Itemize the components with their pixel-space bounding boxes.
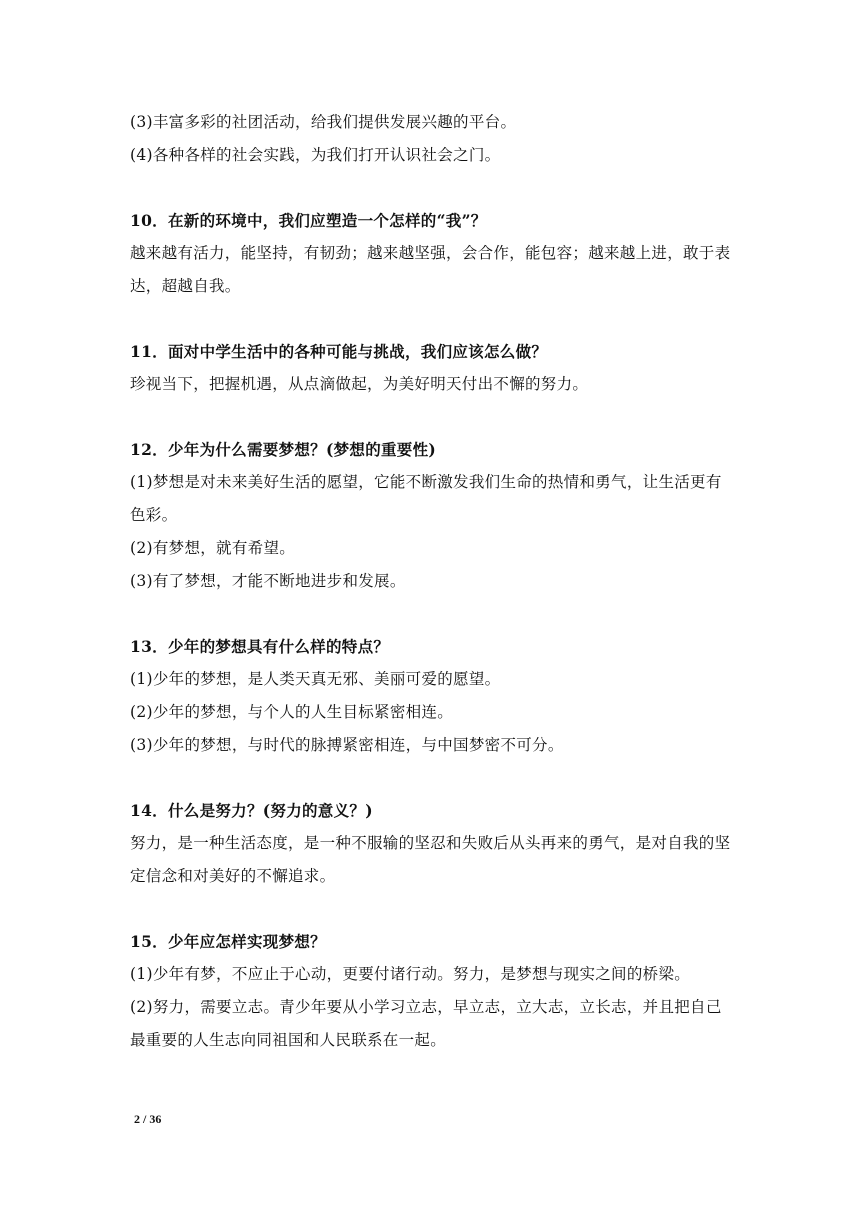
- question-heading: 12．少年为什么需要梦想？(梦想的重要性): [130, 440, 437, 459]
- answer-paragraph: (2)有梦想，就有希望。: [130, 539, 296, 557]
- text-line: (3)丰富多彩的社团活动，给我们提供发展兴趣的平台。: [130, 113, 517, 131]
- answer-paragraph: 越来越有活力，能坚持，有韧劲；越来越坚强，会合作，能包容；越来越上进，敢于表达，超越自我。: [130, 244, 731, 295]
- answer-paragraph: (1)少年有梦，不应止于心动，更要付诸行动。努力，是梦想与现实之间的桥梁。: [130, 965, 691, 983]
- answer-paragraph: (2)少年的梦想，与个人的人生目标紧密相连。: [130, 703, 454, 721]
- answer-paragraph: 努力，是一种生活态度，是一种不服输的坚忍和失败后从头再来的勇气，是对自我的坚定信念和对美好的不懈追求。: [130, 834, 731, 885]
- question-heading: 13．少年的梦想具有什么样的特点？: [130, 637, 390, 656]
- question-heading: 10．在新的环境中，我们应塑造一个怎样的“我”？: [130, 211, 487, 230]
- question-heading: 14．什么是努力？(努力的意义？): [130, 801, 373, 820]
- question-heading: 15．少年应怎样实现梦想？: [130, 932, 326, 951]
- answer-paragraph: (3)有了梦想，才能不断地进步和发展。: [130, 572, 406, 590]
- answer-paragraph: (1)梦想是对未来美好生活的愿望，它能不断激发我们生命的热情和勇气，让生活更有色彩。: [130, 473, 722, 524]
- text-line: (4)各种各样的社会实践，为我们打开认识社会之门。: [130, 146, 501, 164]
- answer-paragraph: 珍视当下，把握机遇，从点滴做起，为美好明天付出不懈的努力。: [130, 375, 589, 393]
- question-heading: 11．面对中学生活中的各种可能与挑战，我们应该怎么做？: [130, 342, 548, 361]
- page-number: 2 / 36: [134, 1112, 162, 1126]
- document-body: [130, 106, 735, 1057]
- answer-paragraph: (1)少年的梦想，是人类天真无邪、美丽可爱的愿望。: [130, 670, 501, 688]
- answer-paragraph: (3)少年的梦想，与时代的脉搏紧密相连，与中国梦密不可分。: [130, 736, 564, 754]
- answer-paragraph: (2)努力，需要立志。青少年要从小学习立志，早立志，立大志，立长志，并且把自己最重要的人生志向同祖国和人民联系在一起。: [130, 998, 722, 1049]
